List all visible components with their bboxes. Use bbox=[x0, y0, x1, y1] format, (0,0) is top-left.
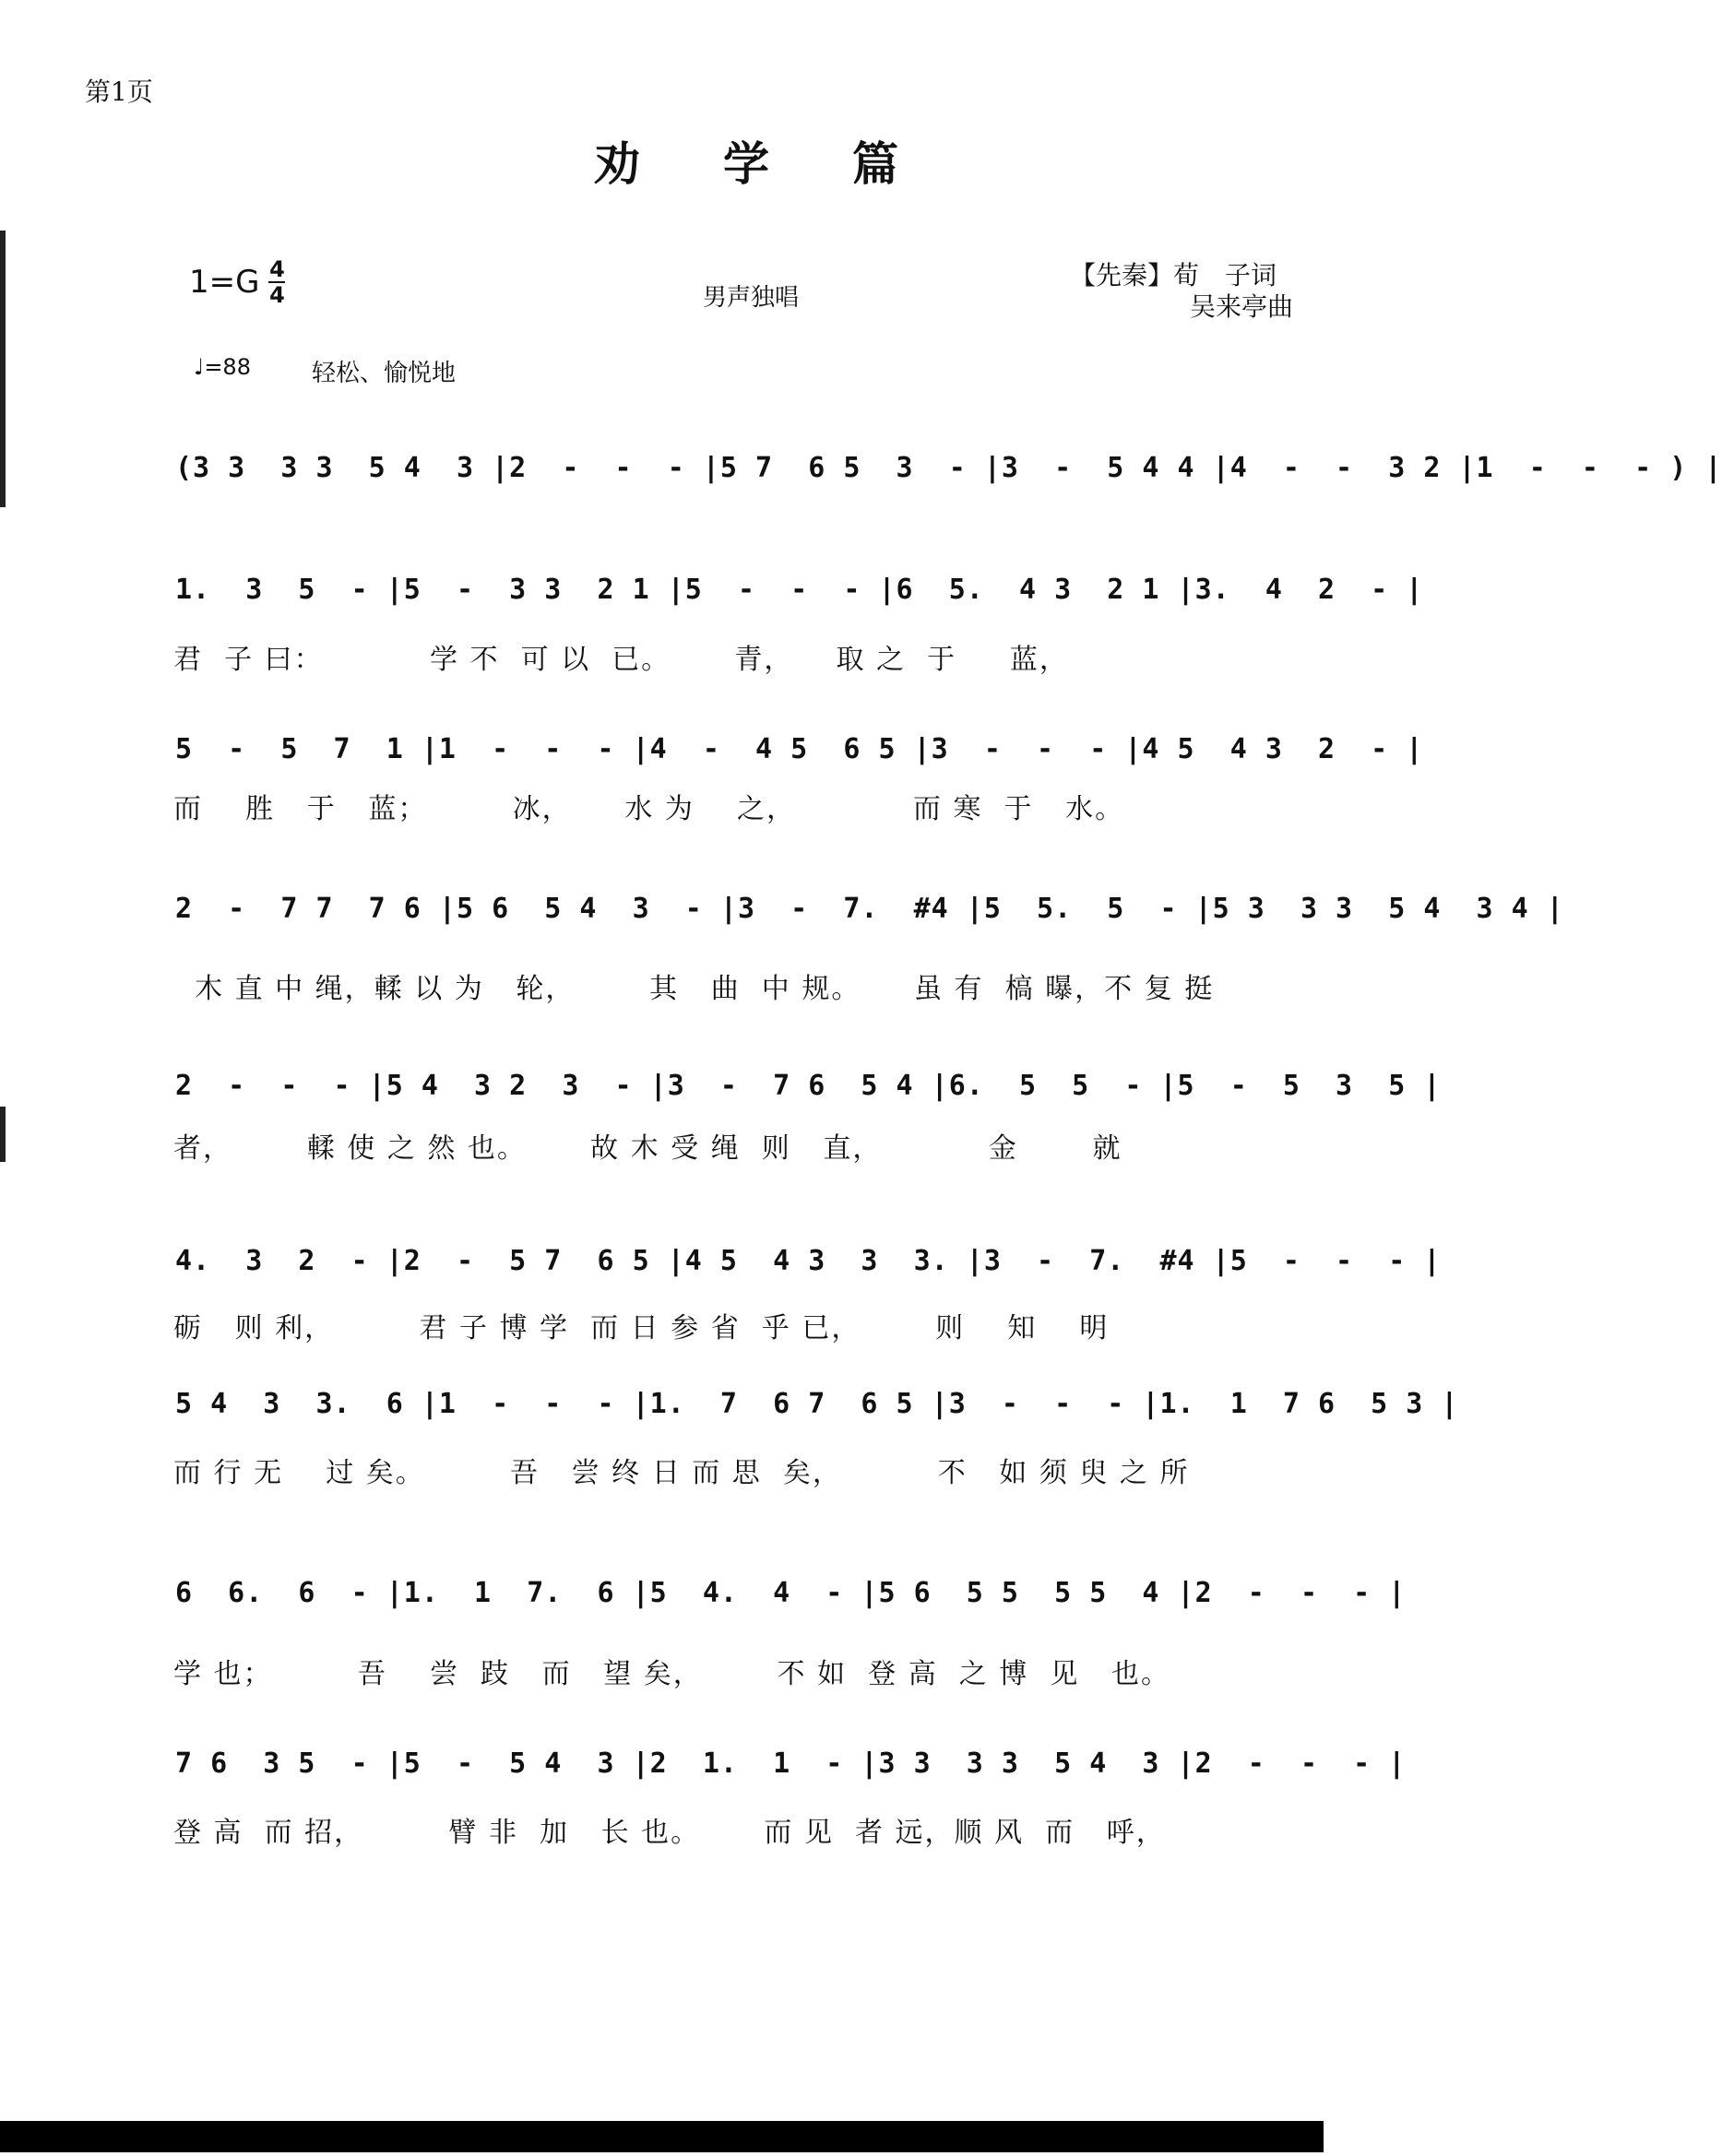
scan-margin-mark bbox=[0, 1107, 6, 1162]
lyric-line: 而 行 无 过 矣。 吾 尝 终 日 而 思 矣， 不 如 须 臾 之 所 bbox=[173, 1457, 1190, 1489]
time-top: 4 bbox=[269, 256, 285, 282]
scan-bottom-edge bbox=[0, 2121, 1324, 2152]
key-label: 1=G bbox=[189, 264, 260, 301]
composer: 吴来亭曲 bbox=[1190, 291, 1294, 322]
lyric-line: 君 子 曰： 学 不 可 以 已。 青， 取 之 于 蓝， bbox=[173, 644, 1069, 676]
notation-line: 2 - - - |5 4 3 2 3 - |3 - 7 6 5 4 |6. 5 5 - |5 - 5 3 5 | bbox=[175, 1070, 1442, 1102]
performance-note: 男声独唱 bbox=[703, 284, 800, 312]
lyric-line: 砺 则 利， 君 子 博 学 而 日 参 省 乎 已， 则 知 明 bbox=[173, 1312, 1110, 1345]
notation-line: 2 - 7 7 7 6 |5 6 5 4 3 - |3 - 7. #4 |5 5. 5 - |5 3 3 3 5 4 3 4 | bbox=[175, 893, 1564, 925]
mood-marking: 轻松、愉悦地 bbox=[311, 360, 456, 387]
notation-line: 5 - 5 7 1 |1 - - - |4 - 4 5 6 5 |3 - - - |4 5 4 3 2 - | bbox=[175, 733, 1424, 765]
time-bottom: 4 bbox=[269, 282, 285, 308]
notation-line: 7 6 3 5 - |5 - 5 4 3 |2 1. 1 - |3 3 3 3 5 4 3 |2 - - - | bbox=[175, 1747, 1407, 1780]
notation-line: 6 6. 6 - |1. 1 7. 6 |5 4. 4 - |5 6 5 5 5 5 4 |2 - - - | bbox=[175, 1577, 1407, 1609]
key-signature bbox=[189, 258, 285, 306]
notation-line: 5 4 3 3. 6 |1 - - - |1. 7 6 7 6 5 |3 - - - |1. 1 7 6 5 3 | bbox=[175, 1388, 1459, 1420]
notation-line: 4. 3 2 - |2 - 5 7 6 5 |4 5 4 3 3 3. |3 - 7. #4 |5 - - - | bbox=[175, 1245, 1442, 1277]
lyric-line: 而 胜 于 蓝； 冰， 水 为 之， 而 寒 于 水。 bbox=[173, 793, 1125, 825]
lyric-line: 学 也； 吾 尝 跂 而 望 矣， 不 如 登 高 之 博 见 也。 bbox=[173, 1658, 1170, 1690]
tempo-marking bbox=[194, 354, 456, 388]
lyric-line: 登 高 而 招， 臂 非 加 长 也。 而 见 者 远，顺 风 而 呼， bbox=[173, 1817, 1166, 1849]
page-number: 第1页 bbox=[85, 77, 153, 107]
notation-line: 1. 3 5 - |5 - 3 3 2 1 |5 - - - |6 5. 4 3 2 1 |3. 4 2 - | bbox=[175, 574, 1424, 606]
notation-line: (3 3 3 3 5 4 3 |2 - - - |5 7 6 5 3 - |3 - 5 4 4 |4 - - 3 2 |1 - - - ) | bbox=[175, 452, 1722, 484]
lyricist: 【先秦】荀 子词 bbox=[1070, 260, 1277, 290]
song-title: 劝学篇 bbox=[594, 137, 981, 191]
lyric-line: 木 直 中 绳，輮 以 为 轮， 其 曲 中 规。 虽 有 槁 曝，不 复 挺 bbox=[173, 973, 1215, 1005]
scan-margin-mark bbox=[0, 231, 6, 507]
time-signature bbox=[268, 258, 285, 306]
tempo-value: ♩=88 bbox=[194, 354, 251, 380]
credits bbox=[1070, 260, 1293, 323]
lyric-line: 者， 輮 使 之 然 也。 故 木 受 绳 则 直， 金 就 bbox=[173, 1132, 1122, 1165]
